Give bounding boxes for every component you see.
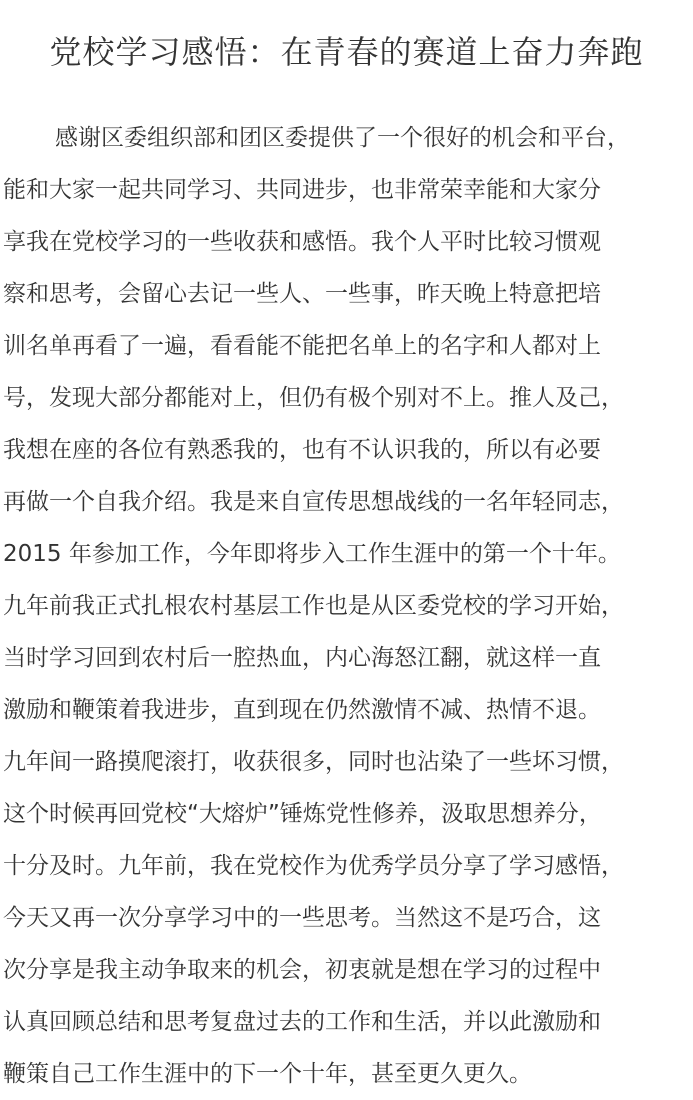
body-line: 训名单再看了一遍，看看能不能把名单上的名字和人都对上: [3, 333, 601, 359]
body-line: 次分享是我主动争取来的机会，初衷就是想在学习的过程中: [3, 957, 601, 983]
body-line: 2015 年参加工作，今年即将步入工作生涯中的第一个十年。: [3, 541, 621, 567]
body-line: 我想在座的各位有熟悉我的，也有不认识我的，所以有必要: [3, 437, 601, 463]
body-line: 九年前我正式扎根农村基层工作也是从区委党校的学习开始，: [3, 593, 624, 619]
article-body: [3, 112, 693, 1100]
body-line: 感谢区委组织部和团区委提供了一个很好的机会和平台，: [55, 125, 630, 151]
body-line: 激励和鞭策着我进步，直到现在仍然激情不减、热情不退。: [3, 697, 601, 723]
body-line: 这个时候再回党校“大熔炉”锤炼党性修养，汲取思想养分，: [3, 801, 602, 827]
body-line: 十分及时。九年前，我在党校作为优秀学员分享了学习感悟，: [3, 853, 624, 879]
body-line: 再做一个自我介绍。我是来自宣传思想战线的一名年轻同志，: [3, 489, 624, 515]
body-line: 号，发现大部分都能对上，但仍有极个别对不上。推人及己，: [3, 385, 624, 411]
body-line: 今天又再一次分享学习中的一些思考。当然这不是巧合，这: [3, 905, 601, 931]
body-line: 鞭策自己工作生涯中的下一个十年，甚至更久更久。: [3, 1061, 532, 1087]
body-line: 能和大家一起共同学习、共同进步，也非常荣幸能和大家分: [3, 177, 601, 203]
body-line: 九年间一路摸爬滚打，收获很多，同时也沾染了一些坏习惯，: [3, 749, 624, 775]
body-line: 认真回顾总结和思考复盘过去的工作和生活，并以此激励和: [3, 1009, 601, 1035]
body-line: 察和思考，会留心去记一些人、一些事，昨天晚上特意把培: [3, 281, 601, 307]
body-line: 享我在党校学习的一些收获和感悟。我个人平时比较习惯观: [3, 229, 601, 255]
body-line: 当时学习回到农村后一腔热血，内心海怒江翻，就这样一直: [3, 645, 601, 671]
article-title: 党校学习感悟：在青春的赛道上奋力奔跑: [49, 33, 644, 71]
